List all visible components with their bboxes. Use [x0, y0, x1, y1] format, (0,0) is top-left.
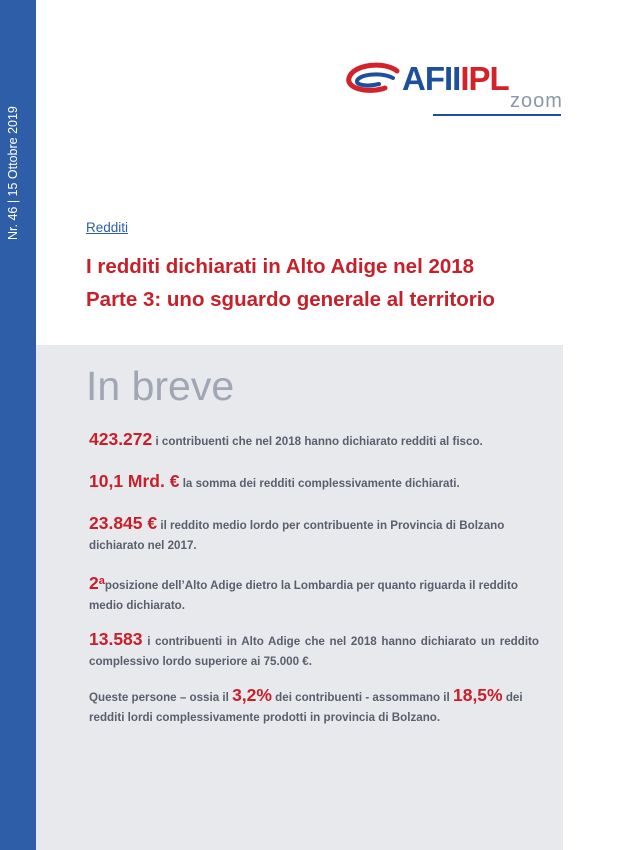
summary-heading: In breve: [86, 363, 235, 409]
logo-wordmark: AFIIIPL: [402, 60, 509, 97]
section-link-redditi[interactable]: Redditi: [86, 220, 129, 235]
fact-value: 10,1 Mrd. €: [89, 471, 180, 491]
swoosh-icon: [345, 62, 405, 96]
page-subtitle: Parte 3: uno sguardo generale al territorio: [86, 288, 495, 311]
percent-value: 18,5%: [452, 685, 503, 705]
fact-item: [89, 571, 539, 616]
fact-value: 13.583: [89, 629, 143, 649]
fact-item: [89, 429, 539, 452]
fact-text: i contribuenti che nel 2018 hanno dichiarato redditi al fisco.: [152, 435, 483, 448]
fact-text: posizione dell’Alto Adige dietro la Lombardia per quanto riguarda il reddito medio dichiarato.: [89, 578, 518, 612]
logo-zoom-label: zoom: [510, 90, 563, 112]
logo-underline: [433, 114, 561, 116]
afi-ipl-logo: [345, 62, 561, 120]
fact-superscript: a: [98, 575, 105, 587]
summary-box: [36, 345, 563, 850]
fact-value: 423.272: [89, 429, 153, 449]
fact-value: 2: [89, 572, 99, 593]
fact-item: [89, 629, 539, 672]
fact-item: [89, 513, 539, 556]
fact-text: i contribuenti in Alto Adige che nel 2018 hanno dichiarato un reddito complessivo lordo superiore ai 75.000 €.: [89, 635, 539, 668]
fact-value: 23.845 €: [89, 513, 158, 533]
fact-item: [89, 471, 539, 494]
percent-value: 3,2%: [232, 685, 272, 705]
page-title: I redditi dichiarati in Alto Adige nel 2018: [86, 255, 475, 278]
issue-date-label: Nr. 46 | 15 Ottobre 2019: [6, 106, 20, 240]
closing-paragraph: Queste persone – ossia il 3,2% dei contribuenti - assommano il 18,5% dei redditi lordi complessivamente prodotti in provincia di Bolzano.: [89, 685, 523, 724]
fact-text: la somma dei redditi complessivamente dichiarati.: [179, 477, 460, 490]
sidebar-band: [0, 0, 36, 850]
fact-text: il reddito medio lordo per contribuente in Provincia di Bolzano dichiarato nel 2017.: [89, 519, 505, 552]
